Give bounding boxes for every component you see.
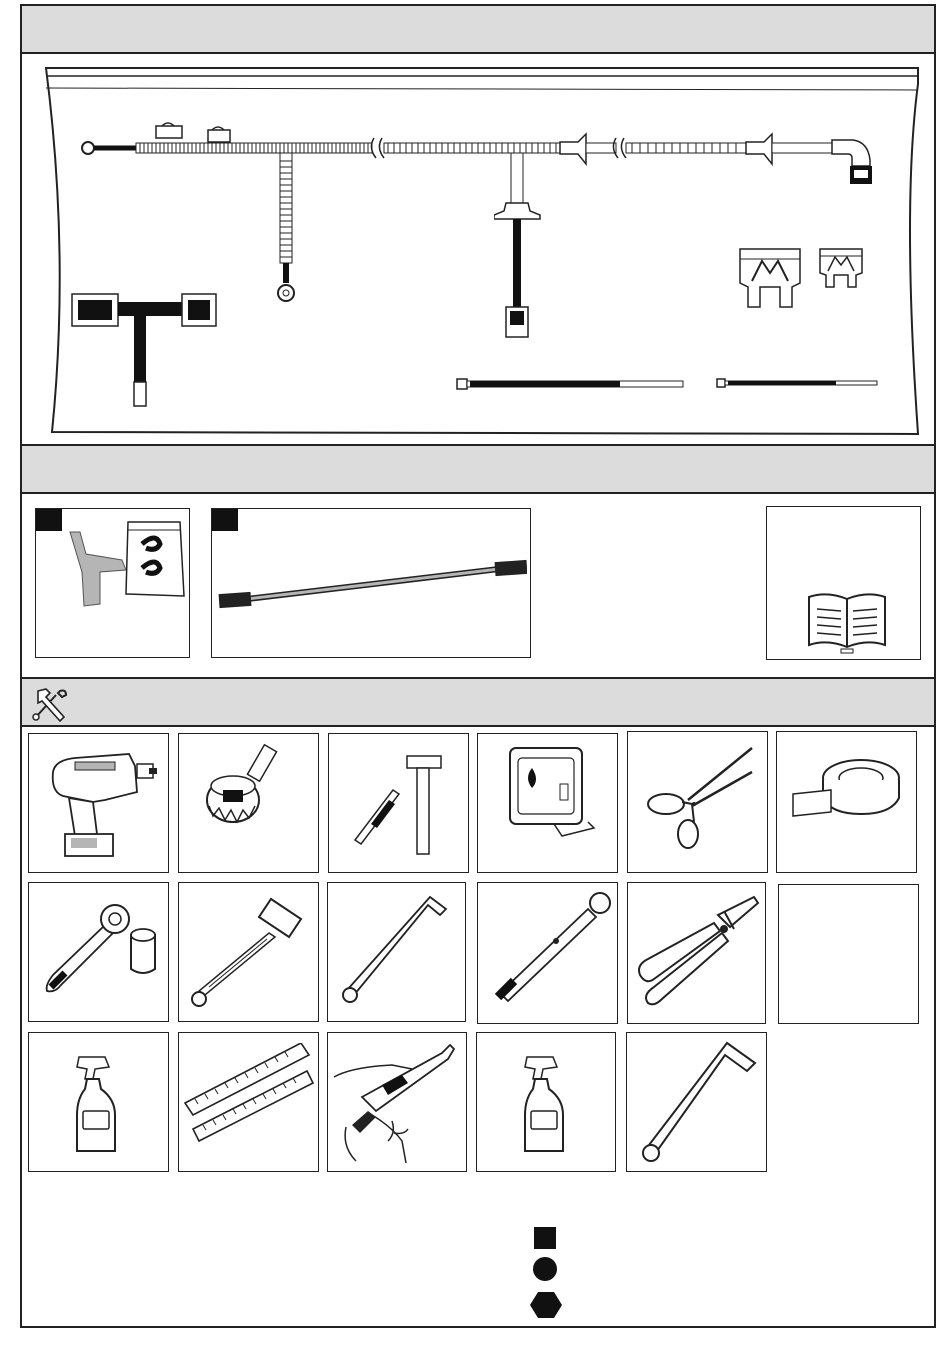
rivet-gun xyxy=(327,1032,467,1172)
torque-wrench-icon xyxy=(484,887,614,1013)
wiring-harness-icon xyxy=(78,120,888,200)
extension-cable-icon xyxy=(217,557,527,617)
hole-saw-icon xyxy=(197,742,297,842)
rivet-gun-icon xyxy=(332,1037,464,1169)
extension-cable xyxy=(211,508,531,658)
spray-bottle xyxy=(28,1032,169,1172)
part-tag xyxy=(212,509,238,531)
tape-roll-icon xyxy=(791,754,907,824)
ring-terminal-icon xyxy=(270,153,310,313)
hole-saw xyxy=(178,733,319,873)
hex-key-icon xyxy=(340,891,456,1011)
punch-hammer-icon xyxy=(353,742,453,858)
rulers xyxy=(178,1032,319,1172)
socket-screwdriver xyxy=(178,882,319,1022)
hammer-wrench-icon xyxy=(30,685,70,723)
ratchet-and-socket xyxy=(28,882,169,1022)
grommet-connector-icon xyxy=(494,153,544,343)
hex-key-large xyxy=(626,1032,767,1172)
tape-measure xyxy=(477,733,618,873)
empty-slot xyxy=(778,884,919,1024)
scissors-icon xyxy=(644,742,756,852)
trim-tool-and-clips xyxy=(35,508,190,658)
blade-fuse-icon xyxy=(818,247,864,289)
blade-fuse-icon xyxy=(738,247,802,311)
punch-and-hammer xyxy=(328,733,469,873)
kit-contents-header xyxy=(20,4,936,54)
spray-bottle-2 xyxy=(476,1032,616,1172)
cordless-drill xyxy=(28,733,169,873)
cable-tie-icon xyxy=(456,377,686,391)
scissors xyxy=(627,731,768,873)
spray-bottle-icon xyxy=(519,1049,579,1159)
cable-tie-icon xyxy=(716,377,880,389)
ratchet-socket-icon xyxy=(43,889,163,1009)
open-book-icon xyxy=(805,589,889,655)
hex-key-icon xyxy=(637,1039,761,1167)
torque-wrench xyxy=(477,882,618,1024)
nut-driver-icon xyxy=(189,891,313,1011)
additional-parts-header xyxy=(20,444,936,494)
hexagon-icon xyxy=(530,1290,564,1320)
circle-icon xyxy=(530,1256,558,1282)
hex-key-small xyxy=(327,882,466,1022)
cordless-drill-icon xyxy=(45,742,157,862)
tools-header xyxy=(20,677,936,727)
ruler-icon xyxy=(183,1043,315,1153)
spray-bottle-icon xyxy=(71,1049,131,1159)
side-cutter-icon xyxy=(634,895,762,1009)
tape-measure-icon xyxy=(504,744,596,844)
t-adapter-icon xyxy=(70,290,220,415)
manual xyxy=(766,506,921,660)
square-icon xyxy=(530,1226,558,1250)
trim-tool-icon xyxy=(56,514,186,614)
side-cutters xyxy=(627,882,766,1024)
adhesive-tape xyxy=(776,731,917,873)
